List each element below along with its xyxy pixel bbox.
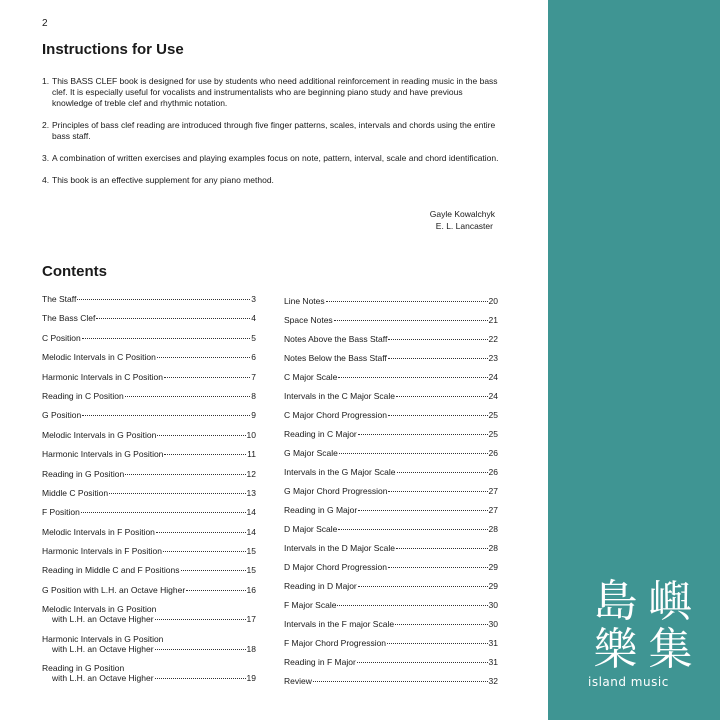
toc-leader-dots — [388, 358, 488, 359]
toc-entry-page: 5 — [251, 332, 256, 343]
toc-entry-page: 22 — [488, 334, 498, 344]
toc-entry — [42, 391, 256, 410]
toc-entry-line — [42, 507, 256, 517]
toc-entry — [42, 663, 256, 693]
toc-leader-dots — [338, 529, 487, 530]
toc-entry-line — [284, 372, 498, 382]
toc-leader-dots — [181, 570, 246, 571]
toc-entry-line — [42, 488, 256, 498]
toc-entry — [284, 486, 498, 505]
toc-leader-dots — [81, 512, 246, 513]
instruction-number: 1. — [42, 76, 50, 86]
authors — [430, 208, 495, 232]
toc-entry-line — [42, 527, 256, 537]
toc-entry-title: with L.H. an Octave Higher — [52, 673, 154, 684]
toc-entry-page: 25 — [488, 429, 498, 439]
instruction-text: Principles of bass clef reading are introduced through five finger patterns, scales, intervals and chords using the entire bass staff. — [52, 120, 496, 141]
toc-entry — [284, 619, 498, 638]
toc-entry-line — [42, 313, 256, 323]
toc-entry-page: 6 — [251, 352, 256, 363]
toc-entry-line — [42, 614, 256, 624]
toc-entry-title: Reading in G Position — [42, 468, 125, 479]
toc-entry-title: Space Notes — [284, 315, 333, 325]
toc-entry — [42, 352, 256, 371]
toc-leader-dots — [109, 493, 245, 494]
toc-entry — [284, 543, 498, 562]
toc-entry-title: with L.H. an Octave Higher — [52, 614, 154, 625]
toc-entry-line — [284, 562, 498, 572]
toc-entry — [42, 410, 256, 429]
toc-leader-dots — [155, 678, 246, 679]
toc-entry-page: 31 — [488, 657, 498, 667]
toc-leader-dots — [339, 453, 488, 454]
toc-entry-title: G Position with L.H. an Octave Higher — [42, 584, 186, 595]
toc-entry — [42, 313, 256, 332]
toc-leader-dots — [334, 320, 488, 321]
toc-entry-title: Reading in F Major — [284, 657, 356, 667]
toc-entry-line — [284, 505, 498, 515]
instruction-text: This BASS CLEF book is designed for use by students who need additional reinforcement in reading music in the bass clef. It is especially useful for vocalists and instrumentalists who are beginning piano study and have previous knowledge of treble clef and rhythmic notation. — [52, 76, 498, 108]
toc-entry-title: F Major Chord Progression — [284, 638, 387, 648]
toc-leader-dots — [156, 532, 246, 533]
toc-entry — [284, 657, 498, 676]
toc-entry-page: 15 — [246, 546, 256, 557]
toc-entry-line — [284, 600, 498, 610]
toc-entry-title: Reading in D Major — [284, 581, 357, 591]
toc-leader-dots — [358, 586, 488, 587]
toc-leader-dots — [125, 396, 251, 397]
toc-entry — [42, 449, 256, 468]
toc-leader-dots — [155, 619, 246, 620]
toc-entry-line — [284, 334, 498, 344]
toc-entry — [284, 448, 498, 467]
toc-entry-page: 28 — [488, 524, 498, 534]
toc-entry-line — [42, 294, 256, 304]
island-music-logo — [588, 578, 698, 674]
toc-entry-line — [42, 410, 256, 420]
toc-entry-line — [284, 296, 498, 306]
toc-leader-dots — [358, 434, 488, 435]
toc-entry-title: Intervals in the G Major Scale — [284, 467, 396, 477]
toc-entry-title: Reading in C Position — [42, 390, 124, 401]
toc-entry — [42, 565, 256, 584]
toc-entry — [284, 391, 498, 410]
toc-entry — [42, 488, 256, 507]
toc-left-column — [42, 294, 256, 693]
logo-text: island music — [588, 675, 669, 689]
toc-entry-line — [42, 430, 256, 440]
instruction-item — [42, 175, 500, 186]
toc-entry-title: G Major Chord Progression — [284, 486, 388, 496]
toc-entry-page: 19 — [246, 673, 256, 684]
toc-entry-line — [42, 673, 256, 683]
toc-entry-page: 11 — [247, 449, 256, 460]
instructions-list — [42, 76, 500, 197]
logo-character: 集 — [648, 624, 693, 675]
toc-entry-page: 13 — [246, 487, 256, 498]
toc-leader-dots — [358, 510, 487, 511]
page-number: 2 — [42, 18, 48, 29]
instruction-item — [42, 76, 500, 109]
toc-leader-dots — [125, 474, 245, 475]
toc-entry-title: C Major Scale — [284, 372, 338, 382]
toc-entry-line — [42, 565, 256, 575]
toc-leader-dots — [157, 435, 245, 436]
toc-entry-page: 15 — [246, 565, 256, 576]
instruction-number: 2. — [42, 120, 50, 130]
toc-leader-dots — [82, 415, 250, 416]
toc-entry-page: 29 — [488, 562, 498, 572]
toc-entry — [284, 505, 498, 524]
toc-leader-dots — [388, 567, 488, 568]
toc-entry — [42, 527, 256, 546]
toc-entry-page: 26 — [488, 467, 498, 477]
toc-entry-line — [284, 543, 498, 553]
toc-entry — [42, 372, 256, 391]
instruction-text: This book is an effective supplement for any piano method. — [52, 175, 274, 185]
toc-entry — [284, 676, 498, 695]
toc-entry-page: 32 — [488, 676, 498, 686]
toc-entry-page: 24 — [488, 372, 498, 382]
toc-entry-page: 23 — [488, 353, 498, 363]
toc-entry-page: 7 — [251, 371, 256, 382]
toc-entry — [42, 634, 256, 664]
toc-leader-dots — [77, 299, 250, 300]
toc-leader-dots — [397, 472, 488, 473]
toc-entry-line — [42, 469, 256, 479]
toc-entry-page: 9 — [251, 410, 256, 421]
toc-leader-dots — [388, 339, 487, 340]
toc-entry-line — [284, 676, 498, 686]
toc-leader-dots — [387, 643, 487, 644]
toc-entry — [284, 467, 498, 486]
instruction-item — [42, 120, 500, 142]
toc-entry — [42, 430, 256, 449]
toc-entry-title: Melodic Intervals in F Position — [42, 526, 155, 537]
toc-entry-line — [284, 619, 498, 629]
toc-leader-dots — [395, 624, 487, 625]
toc-entry-page: 29 — [488, 581, 498, 591]
toc-entry — [284, 315, 498, 334]
toc-entry-line — [284, 638, 498, 648]
logo-character: 島 — [593, 576, 638, 627]
toc-entry — [284, 429, 498, 448]
toc-entry-title: F Major Scale — [284, 600, 337, 610]
toc-entry-title: D Major Chord Progression — [284, 562, 387, 572]
toc-leader-dots — [388, 491, 487, 492]
toc-entry-page: 14 — [246, 526, 256, 537]
toc-entry-title: Harmonic Intervals in C Position — [42, 371, 163, 382]
toc-entry-line — [284, 657, 498, 667]
toc-entry-title-line: Harmonic Intervals in G Position — [42, 633, 164, 644]
toc-entry — [284, 410, 498, 429]
instruction-text: A combination of written exercises and playing examples focus on note, pattern, interval, scale and chord identification. — [52, 153, 499, 163]
toc-entry-page: 24 — [488, 391, 498, 401]
toc-entry-title: Reading in Middle C and F Positions — [42, 565, 180, 576]
toc-leader-dots — [337, 605, 487, 606]
toc-entry-line — [284, 315, 498, 325]
toc-entry-page: 30 — [488, 619, 498, 629]
toc-right-column — [284, 296, 498, 695]
toc-entry-page: 16 — [246, 584, 256, 595]
toc-entry-page: 27 — [488, 486, 498, 496]
author-name: E. L. Lancaster — [435, 221, 493, 231]
toc-entry — [42, 546, 256, 565]
logo-character: 樂 — [593, 624, 638, 675]
toc-entry-title: C Major Chord Progression — [284, 410, 387, 420]
toc-entry-page: 4 — [251, 313, 256, 324]
toc-entry-line — [284, 448, 498, 458]
toc-entry — [42, 507, 256, 526]
toc-entry-line — [284, 486, 498, 496]
toc-entry-title: with L.H. an Octave Higher — [52, 643, 154, 654]
instruction-item — [42, 153, 500, 164]
toc-entry-page: 31 — [488, 638, 498, 648]
toc-entry-title: Reading in C Major — [284, 429, 357, 439]
toc-entry-title: Middle C Position — [42, 487, 109, 498]
toc-entry — [284, 581, 498, 600]
toc-entry — [284, 600, 498, 619]
instruction-number: 4. — [42, 175, 50, 185]
toc-entry-line — [284, 467, 498, 477]
toc-entry-title-line: Reading in G Position — [42, 663, 125, 674]
toc-entry-title: Review — [284, 676, 312, 686]
toc-entry-title: F Position — [42, 507, 80, 518]
toc-entry-line — [284, 353, 498, 363]
toc-entry-line — [284, 524, 498, 534]
toc-entry-page: 27 — [488, 505, 498, 515]
toc-entry-page: 12 — [246, 468, 256, 479]
contents-heading: Contents — [42, 263, 107, 280]
toc-entry — [42, 294, 256, 313]
toc-entry-line — [42, 352, 256, 362]
toc-entry — [284, 524, 498, 543]
toc-entry-title-line: Melodic Intervals in G Position — [42, 604, 157, 615]
toc-entry-title: G Position — [42, 410, 82, 421]
toc-entry-title: Intervals in the F major Scale — [284, 619, 395, 629]
toc-entry-line — [42, 391, 256, 401]
toc-entry-page: 10 — [246, 429, 256, 440]
toc-entry-title: The Staff — [42, 294, 77, 304]
toc-entry — [284, 334, 498, 353]
toc-entry — [42, 469, 256, 488]
toc-entry-line — [42, 333, 256, 343]
toc-entry-page: 3 — [251, 294, 256, 304]
toc-entry-page: 28 — [488, 543, 498, 553]
toc-leader-dots — [396, 396, 488, 397]
instruction-number: 3. — [42, 153, 50, 163]
toc-entry — [42, 604, 256, 634]
toc-entry-title: Harmonic Intervals in G Position — [42, 449, 164, 460]
toc-entry — [42, 333, 256, 352]
toc-entry-page: 17 — [246, 614, 256, 625]
toc-entry-line — [42, 585, 256, 595]
toc-entry-line — [42, 449, 256, 459]
toc-entry-title: D Major Scale — [284, 524, 338, 534]
toc-leader-dots — [326, 301, 488, 302]
toc-entry-title: Notes Above the Bass Staff — [284, 334, 388, 344]
toc-entry-line — [284, 391, 498, 401]
toc-entry — [284, 638, 498, 657]
toc-entry-page: 30 — [488, 600, 498, 610]
toc-entry — [284, 562, 498, 581]
toc-entry-title: Harmonic Intervals in F Position — [42, 546, 162, 557]
toc-entry — [284, 353, 498, 372]
toc-entry-line — [42, 372, 256, 382]
toc-entry — [284, 296, 498, 315]
toc-entry-title: Intervals in the D Major Scale — [284, 543, 396, 553]
toc-leader-dots — [157, 357, 250, 358]
toc-leader-dots — [82, 338, 251, 339]
toc-entry-title: C Position — [42, 332, 81, 343]
toc-entry-page: 25 — [488, 410, 498, 420]
toc-leader-dots — [338, 377, 487, 378]
toc-entry-line — [284, 410, 498, 420]
toc-entry-page: 14 — [246, 507, 256, 518]
toc-leader-dots — [396, 548, 488, 549]
toc-entry-page: 18 — [246, 643, 256, 654]
toc-entry-title: Line Notes — [284, 296, 325, 306]
toc-leader-dots — [357, 662, 488, 663]
toc-entry-page: 21 — [488, 315, 498, 325]
toc-entry-page: 26 — [488, 448, 498, 458]
toc-entry — [284, 372, 498, 391]
toc-leader-dots — [96, 318, 250, 319]
toc-leader-dots — [163, 551, 246, 552]
toc-entry-page: 20 — [488, 296, 498, 306]
toc-entry-title: Intervals in the C Major Scale — [284, 391, 396, 401]
toc-entry-title: Melodic Intervals in G Position — [42, 429, 157, 440]
logo-character: 嶼 — [648, 576, 693, 627]
instructions-heading: Instructions for Use — [42, 41, 184, 58]
toc-entry — [42, 585, 256, 604]
toc-entry-title: Reading in G Major — [284, 505, 358, 515]
toc-entry-line — [284, 581, 498, 591]
toc-entry-title: Melodic Intervals in C Position — [42, 352, 156, 363]
toc-entry-title: The Bass Clef — [42, 313, 96, 324]
toc-entry-line — [42, 546, 256, 556]
toc-entry-line — [284, 429, 498, 439]
toc-entry-title: Notes Below the Bass Staff — [284, 353, 387, 363]
toc-leader-dots — [313, 681, 488, 682]
toc-entry-line — [42, 644, 256, 654]
toc-leader-dots — [155, 649, 246, 650]
author-name: Gayle Kowalchyk — [429, 209, 495, 219]
toc-entry-page: 8 — [251, 390, 256, 401]
toc-entry-title: G Major Scale — [284, 448, 338, 458]
toc-leader-dots — [388, 415, 488, 416]
toc-leader-dots — [164, 454, 246, 455]
toc-leader-dots — [164, 377, 250, 378]
toc-leader-dots — [186, 590, 245, 591]
